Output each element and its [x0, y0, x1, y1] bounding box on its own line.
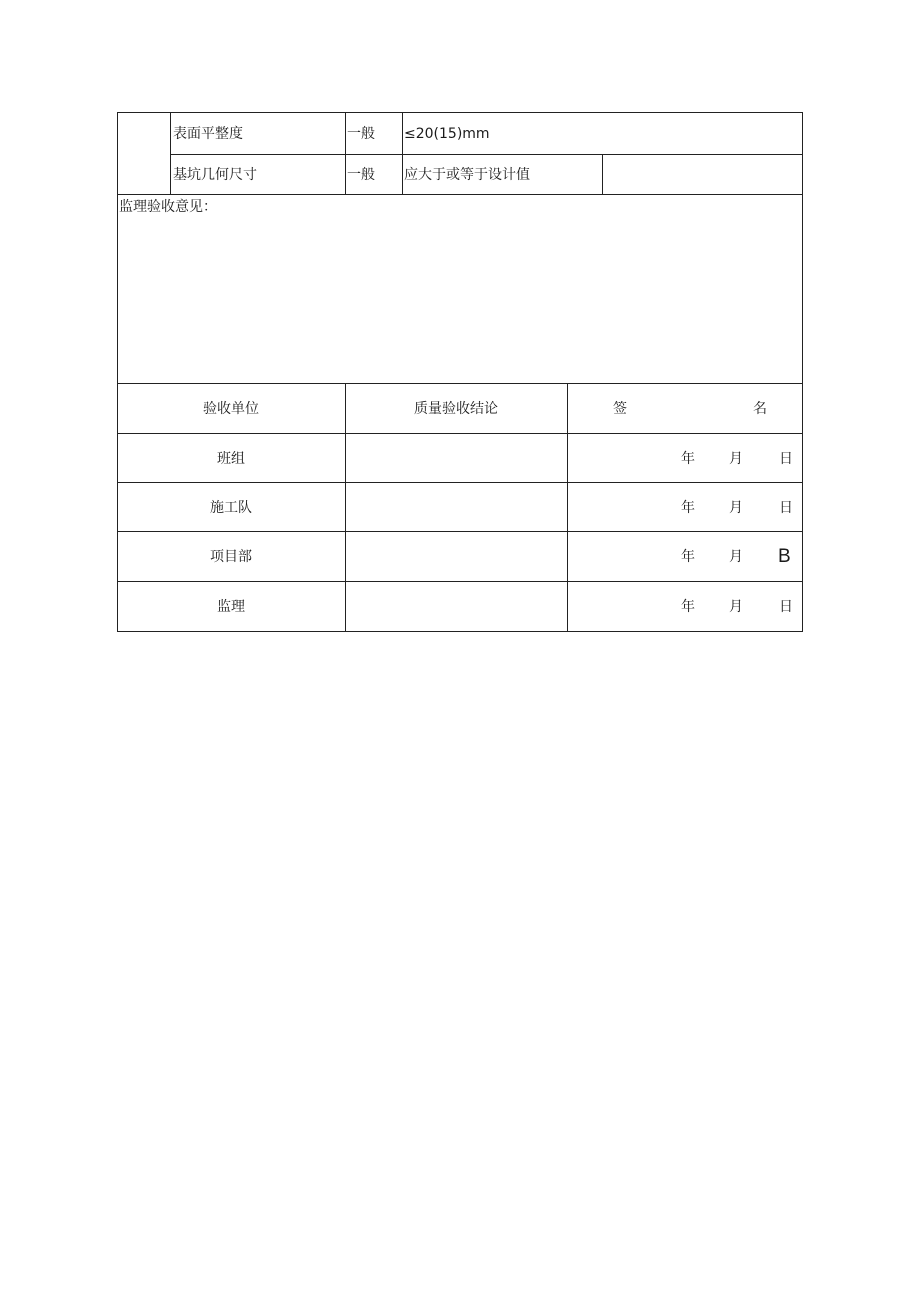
signoff-unit-construction-crew: 施工队 [210, 500, 252, 516]
requirement-flatness: ≤20(15)mm [404, 126, 490, 142]
date-day-3: B [778, 546, 791, 567]
rule-opinion-top [117, 194, 803, 195]
date-month-2: 月 [729, 500, 743, 516]
rule-signoff-1 [117, 433, 803, 434]
rule-signoff-2 [117, 482, 803, 483]
item-flatness: 表面平整度 [173, 126, 243, 142]
header-sign-left: 签 [613, 401, 627, 417]
date-year-2: 年 [681, 500, 695, 516]
date-day-1: 日 [779, 451, 793, 467]
category-flatness: 一般 [347, 126, 375, 142]
rule-requirement-col [402, 112, 403, 195]
date-year-1: 年 [681, 451, 695, 467]
date-month-1: 月 [729, 451, 743, 467]
header-sign-right: 名 [753, 401, 767, 417]
category-pit-size: 一般 [347, 167, 375, 183]
signoff-unit-supervision: 监理 [217, 599, 245, 615]
rule-signoff-col-2 [567, 383, 568, 632]
date-month-3: 月 [729, 549, 743, 565]
signoff-unit-team: 班组 [217, 451, 245, 467]
requirement-pit-size: 应大于或等于设计值 [404, 167, 530, 183]
signoff-unit-project-dept: 项目部 [210, 549, 252, 565]
rule-signoff-col-1 [345, 383, 346, 632]
rule-right [802, 112, 803, 632]
opinion-label: 监理验收意见： [119, 199, 217, 215]
rule-category-col [345, 112, 346, 195]
rule-item-col [170, 112, 171, 195]
rule-signoff-3 [117, 531, 803, 532]
header-unit: 验收单位 [203, 401, 259, 417]
rule-signoff-4 [117, 581, 803, 582]
rule-left [117, 112, 118, 632]
date-year-4: 年 [681, 599, 695, 615]
rule-result-col [602, 154, 603, 195]
header-conclusion: 质量验收结论 [414, 401, 498, 417]
rule-row-divider [170, 154, 803, 155]
item-pit-size: 基坑几何尺寸 [173, 167, 257, 183]
rule-signoff-top [117, 383, 803, 384]
date-year-3: 年 [681, 549, 695, 565]
rule-top [117, 112, 803, 113]
date-month-4: 月 [729, 599, 743, 615]
date-day-4: 日 [779, 599, 793, 615]
rule-bottom [117, 631, 803, 632]
date-day-2: 日 [779, 500, 793, 516]
